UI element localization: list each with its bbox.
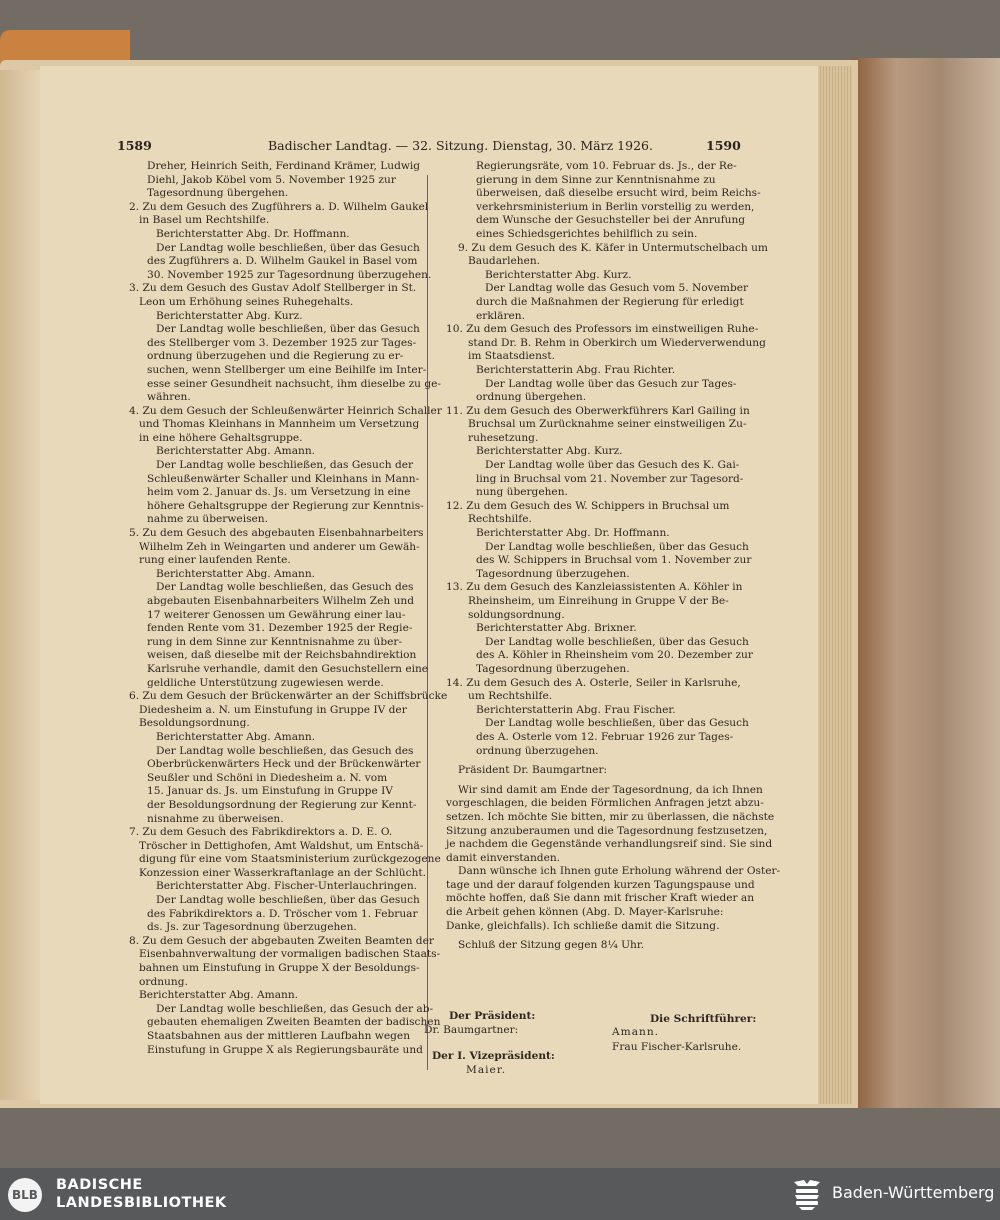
text-line: möchte hoffen, daß Sie dann mit frischer Kraft wieder an — [446, 892, 755, 905]
text-line: je nachdem die Gegenstände verhandlungsreif sind. Sie sind — [446, 838, 773, 851]
text-line: setzen. Ich möchte Sie bitten, mir zu überlassen, die nächste — [446, 810, 775, 823]
left-column — [117, 160, 448, 1057]
text-line: überweisen, daß dieselbe ersucht wird, beim Reichs- — [476, 187, 761, 200]
text-line: Rheinsheim, um Einreihung in Gruppe V der Be- — [468, 595, 729, 607]
text-line: Leon um Erhöhung seines Ruhegehalts. — [139, 295, 354, 308]
text-line: Der Landtag wolle über das Gesuch des K. Gai- — [485, 459, 740, 472]
text-line: Sitzung anzuberaumen und die Tagesordnung festzusetzen, — [446, 824, 768, 837]
text-line: 12. Zu dem Gesuch des W. Schippers in Bruchsal um — [446, 499, 730, 512]
text-line: Berichterstatter Abg. Amann. — [156, 445, 316, 458]
text-line: ordnung übergehen. — [476, 391, 587, 404]
text-line: Tagesordnung überzugehen. — [476, 662, 630, 675]
text-line: Regierungsräte, vom 10. Februar ds. Js., der Re- — [476, 160, 737, 172]
text-line: Staatsbahnen aus der mittleren Laufbahn wegen — [147, 1030, 411, 1042]
text-line: Diehl, Jakob Köbel vom 5. November 1925 zur — [147, 173, 396, 186]
text-line: und Thomas Kleinhans in Mannheim um Versetzung — [139, 418, 420, 431]
text-line: nahme zu überweisen. — [147, 513, 268, 526]
text-line: 7. Zu dem Gesuch des Fabrikdirektors a. D. E. O. — [129, 826, 393, 839]
text-line: Berichterstatter Abg. Amann. — [156, 567, 316, 580]
text-line: suchen, wenn Stellberger um eine Beihilfe im Inter- — [147, 363, 427, 376]
right-column — [446, 160, 781, 953]
text-line: Berichterstatter Abg. Brixner. — [476, 622, 637, 635]
blb-logo-icon: BLB — [8, 1178, 42, 1212]
text-line: Baudarlehen. — [468, 255, 541, 268]
text-line: Berichterstatterin Abg. Frau Richter. — [476, 363, 676, 376]
text-line: rung in dem Sinne zur Kenntnisnahme zu über- — [147, 635, 403, 648]
text-line: Dreher, Heinrich Seith, Ferdinand Krämer, Ludwig — [147, 160, 421, 172]
text-line: im Staatsdienst. — [468, 350, 555, 363]
text-line: erklären. — [476, 309, 525, 322]
text-line: fenden Rente vom 31. Dezember 1925 der Regie- — [147, 622, 413, 635]
coat-of-arms-icon — [790, 1176, 824, 1212]
text-line: 15. Januar ds. Js. um Einstufung in Gruppe IV — [147, 785, 393, 798]
text-line: ruhesetzung. — [468, 431, 539, 444]
text-line: 9. Zu dem Gesuch des K. Käfer in Untermutschelbach um — [458, 241, 768, 254]
text-line: 2. Zu dem Gesuch des Zugführers a. D. Wilhelm Gaukel — [129, 200, 429, 213]
text-line: Der Landtag wolle beschließen, über das Gesuch — [156, 323, 420, 336]
text-line: Berichterstatter Abg. Kurz. — [156, 309, 303, 322]
text-line: des A. Osterle vom 12. Februar 1926 zur Tages- — [476, 730, 734, 743]
text-line: in Basel um Rechtshilfe. — [139, 214, 270, 227]
text-line: Der Landtag wolle beschließen, über das Gesuch — [485, 540, 749, 553]
text-line: 4. Zu dem Gesuch der Schleußenwärter Heinrich Schaller — [129, 404, 442, 417]
text-line: Der Landtag wolle beschließen, über das Gesuch — [485, 717, 749, 730]
text-line: esse seiner Gesundheit nachsucht, ihm dieselbe zu ge- — [147, 377, 441, 390]
text-line: Tagesordnung überzugehen. — [476, 567, 630, 580]
text-line: heim vom 2. Januar ds. Js. um Versetzung in eine — [147, 486, 411, 499]
text-line: ordnung überzugehen und die Regierung zu er- — [147, 350, 404, 363]
text-line: des Zugführers a. D. Wilhelm Gaukel in Basel vom — [147, 255, 418, 268]
text-line: des A. Köhler in Rheinsheim vom 20. Dezember zur — [476, 649, 753, 662]
text-line: verkehrsministerium in Berlin vorstellig zu werden, — [476, 200, 755, 213]
vice-president-name: Maier. — [466, 1064, 507, 1076]
text-line: Einstufung in Gruppe X als Regierungsbauräte und — [147, 1043, 423, 1056]
text-line: gierung in dem Sinne zur Kenntnisnahme zu — [476, 173, 716, 186]
text-line: Der Landtag wolle beschließen, über das Gesuch — [156, 241, 420, 254]
text-line: geldliche Unterstützung zugewiesen werde. — [147, 676, 384, 689]
text-line: Rechtshilfe. — [468, 513, 532, 526]
text-line: Dann wünsche ich Ihnen gute Erholung während der Oster- — [458, 865, 781, 878]
text-line: um Rechtshilfe. — [468, 690, 553, 703]
text-line: des Fabrikdirektors a. D. Tröscher vom 1. Februar — [147, 907, 418, 920]
text-line: Danke, gleichfalls). Ich schließe damit die Sitzung. — [446, 919, 720, 932]
text-line: Tröscher in Dettighofen, Amt Waldshut, um Entschä- — [139, 839, 424, 852]
text-line: des Stellberger vom 3. Dezember 1925 zur Tages- — [147, 336, 417, 349]
text-line: rung einer laufenden Rente. — [139, 554, 291, 567]
text-line: ordnung. — [139, 975, 188, 988]
library-name-line1: BADISCHE — [56, 1177, 143, 1193]
text-line: 6. Zu dem Gesuch der Brückenwärter an der Schiffsbrücke — [129, 690, 448, 703]
text-line: Berichterstatterin Abg. Frau Fischer. — [476, 703, 676, 716]
text-line: Konzession einer Wasserkraftanlage an der Schlücht. — [139, 866, 427, 879]
text-line: Der Landtag wolle beschließen, das Gesuch der — [156, 459, 414, 472]
text-line: Der Landtag wolle über das Gesuch zur Tages- — [485, 377, 737, 390]
text-line: Berichterstatter Abg. Amann. — [156, 730, 316, 743]
text-line: Der Landtag wolle beschließen, über das Gesuch — [485, 635, 749, 648]
secretary-1-name: Amann. — [612, 1026, 660, 1038]
text-line: währen. — [147, 391, 191, 404]
text-line: Der Landtag wolle beschließen, über das Gesuch — [156, 894, 420, 907]
page-number-right: 1590 — [706, 138, 741, 153]
previous-page-sliver — [0, 70, 40, 1100]
text-line: Der Landtag wolle das Gesuch vom 5. November — [485, 282, 749, 295]
text-line: Schleußenwärter Schaller und Kleinhans in Mann- — [147, 472, 420, 485]
text-line: Präsident Dr. Baumgartner: — [458, 764, 608, 777]
text-line: gebauten ehemaligen Zweiten Beamten der badischen — [147, 1016, 441, 1029]
page-edges — [818, 66, 852, 1104]
text-line: Tagesordnung übergehen. — [147, 187, 289, 200]
president-label: Der Präsident: — [449, 1010, 536, 1022]
text-line: 17 weiterer Genossen um Gewährung einer lau- — [147, 608, 406, 621]
text-line: 5. Zu dem Gesuch des abgebauten Eisenbahnarbeiters — [129, 527, 424, 540]
text-line: durch die Maßnahmen der Regierung für erledigt — [476, 295, 744, 308]
running-title: Badischer Landtag. — 32. Sitzung. Dienstag, 30. März 1926. — [268, 138, 653, 153]
text-line: Der Landtag wolle beschließen, das Gesuch des — [156, 581, 414, 594]
text-line: Besoldungsordnung. — [139, 717, 250, 730]
text-line: der Besoldungsordnung der Regierung zur Kennt- — [147, 798, 417, 811]
text-line: 14. Zu dem Gesuch des A. Osterle, Seiler in Karlsruhe, — [446, 676, 741, 689]
text-line: damit einverstanden. — [446, 851, 561, 864]
text-line: Berichterstatter Abg. Dr. Hoffmann. — [476, 527, 670, 540]
text-line: des W. Schippers in Bruchsal vom 1. November zur — [476, 554, 752, 567]
text-line: in eine höhere Gehaltsgruppe. — [139, 431, 303, 444]
secretaries-label: Die Schriftführer: — [650, 1013, 757, 1025]
text-line: Berichterstatter Abg. Kurz. — [476, 445, 623, 458]
text-line: vorgeschlagen, die beiden Förmlichen Anfragen jetzt abzu- — [446, 797, 764, 810]
text-line: Wir sind damit am Ende der Tagesordnung, da ich Ihnen — [458, 783, 763, 796]
secretary-2-name: Frau Fischer-Karlsruhe. — [612, 1041, 742, 1053]
text-line: ds. Js. zur Tagesordnung überzugehen. — [147, 921, 357, 934]
text-line: 8. Zu dem Gesuch der abgebauten Zweiten Beamten der — [129, 934, 434, 947]
text-line: weisen, daß dieselbe mit der Reichsbahndirektion — [147, 649, 417, 662]
text-line: Berichterstatter Abg. Kurz. — [485, 268, 632, 281]
text-line: bahnen um Einstufung in Gruppe X der Besoldungs- — [139, 962, 420, 975]
text-line: nung übergehen. — [476, 486, 568, 499]
vice-president-label: Der I. Vizepräsident: — [432, 1050, 555, 1062]
president-name: Dr. Baumgartner: — [424, 1024, 519, 1036]
book-cover-edge — [852, 58, 1000, 1108]
text-line: ling in Bruchsal vom 21. November zur Tagesord- — [476, 472, 744, 485]
library-name[interactable] — [56, 1176, 227, 1212]
text-line: Berichterstatter Abg. Amann. — [139, 989, 299, 1002]
text-line: stand Dr. B. Rehm in Oberkirch um Wiederverwendung — [468, 336, 766, 349]
text-line: Eisenbahnverwaltung der vormaligen badischen Staats- — [139, 948, 441, 961]
text-line: 13. Zu dem Gesuch des Kanzleiassistenten A. Köhler in — [446, 581, 743, 594]
text-line: die Arbeit gehen können (Abg. D. Mayer-Karlsruhe: — [446, 906, 724, 919]
text-line: Oberbrückenwärters Heck und der Brückenwärter — [147, 758, 421, 771]
text-line: Wilhelm Zeh in Weingarten und anderer um Gewäh- — [139, 540, 420, 553]
text-line: Bruchsal um Zurücknahme seiner einstweiligen Zu- — [468, 418, 747, 431]
text-line: tage und der darauf folgenden kurzen Tagungspause und — [446, 878, 755, 891]
text-line: Seußler und Schöni in Diedesheim a. N. vom — [147, 771, 388, 784]
text-line: abgebauten Eisenbahnarbeiters Wilhelm Zeh und — [147, 595, 415, 607]
text-line: Der Landtag wolle beschließen, das Gesuch des — [156, 744, 414, 757]
page-number-left: 1589 — [117, 138, 152, 153]
text-line: eines Schiedsgerichtes behilflich zu sein. — [476, 227, 698, 240]
text-line: 11. Zu dem Gesuch des Oberwerkführers Karl Gailing in — [446, 404, 750, 417]
text-line: höhere Gehaltsgruppe der Regierung zur Kenntnis- — [147, 499, 424, 512]
text-line: digung für eine vom Staatsministerium zurückgezogene — [139, 853, 441, 866]
text-line: 30. November 1925 zur Tagesordnung überzugehen. — [147, 268, 432, 281]
text-line: 10. Zu dem Gesuch des Professors im einstweiligen Ruhe- — [446, 323, 759, 336]
text-line: Karlsruhe verhandle, damit den Gesuchstellern eine — [147, 662, 429, 675]
footer-bar — [0, 1168, 1000, 1220]
text-line: Der Landtag wolle beschließen, das Gesuch der ab- — [156, 1002, 434, 1015]
text-line: dem Wunsche der Gesuchsteller bei der Anrufung — [476, 214, 746, 227]
text-line: Schluß der Sitzung gegen 8¼ Uhr. — [458, 939, 645, 952]
text-line: Berichterstatter Abg. Dr. Hoffmann. — [156, 227, 350, 240]
text-line: 3. Zu dem Gesuch des Gustav Adolf Stellberger in St. — [129, 282, 417, 295]
text-line: nisnahme zu überweisen. — [147, 812, 284, 825]
state-name[interactable]: Baden-Württemberg — [832, 1183, 995, 1202]
text-line: ordnung überzugehen. — [476, 744, 599, 757]
text-line: soldungsordnung. — [468, 608, 565, 621]
text-line: Diedesheim a. N. um Einstufung in Gruppe IV der — [139, 703, 407, 716]
text-line: Berichterstatter Abg. Fischer-Unterlauchringen. — [156, 880, 418, 893]
library-name-line2: LANDESBIBLIOTHEK — [56, 1195, 227, 1211]
